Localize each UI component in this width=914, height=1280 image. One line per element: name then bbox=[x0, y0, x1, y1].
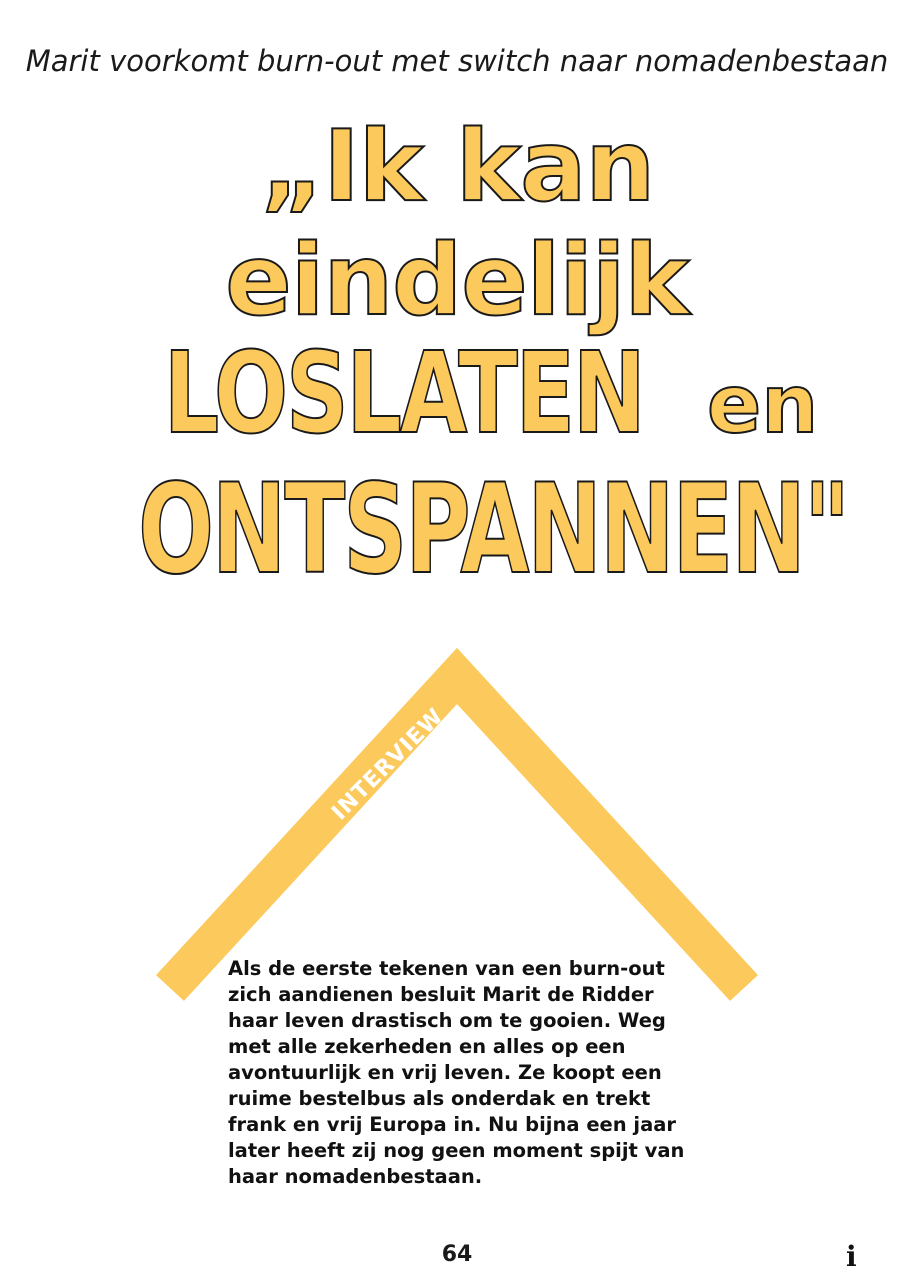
intro-line: later heeft zij nog geen moment spijt van bbox=[228, 1139, 685, 1162]
section-tag-interview: INTERVIEW bbox=[327, 703, 449, 826]
brand-logo-icon: i bbox=[846, 1240, 857, 1273]
intro-line: zich aandienen besluit Marit de Ridder bbox=[228, 983, 654, 1006]
intro-line: avontuurlijk en vrij leven. Ze koopt een bbox=[228, 1061, 662, 1084]
article-subtitle: Marit voorkomt burn-out met switch naar nomadenbestaan bbox=[25, 44, 889, 78]
headline-line-2: eindelijk bbox=[225, 224, 689, 338]
chevron-shape bbox=[170, 676, 744, 988]
page-number: 64 bbox=[441, 1242, 473, 1267]
intro-paragraph bbox=[228, 956, 688, 1190]
headline-word-ontspannen: ONTSPANNEN" bbox=[138, 458, 849, 602]
intro-line: ruime bestelbus als onderdak en trekt bbox=[228, 1087, 651, 1110]
intro-line: Als de eerste tekenen van een burn-out bbox=[228, 957, 665, 980]
intro-line: met alle zekerheden en alles op een bbox=[228, 1035, 626, 1058]
headline-line-1: „Ik kan bbox=[259, 110, 655, 224]
headline-word-loslaten: LOSLATEN bbox=[163, 329, 644, 459]
intro-line: haar leven drastisch om te gooien. Weg bbox=[228, 1009, 666, 1032]
headline-word-en: en bbox=[707, 358, 819, 451]
intro-line: haar nomadenbestaan. bbox=[228, 1165, 483, 1188]
intro-line: frank en vrij Europa in. Nu bijna een jaar bbox=[228, 1113, 677, 1136]
